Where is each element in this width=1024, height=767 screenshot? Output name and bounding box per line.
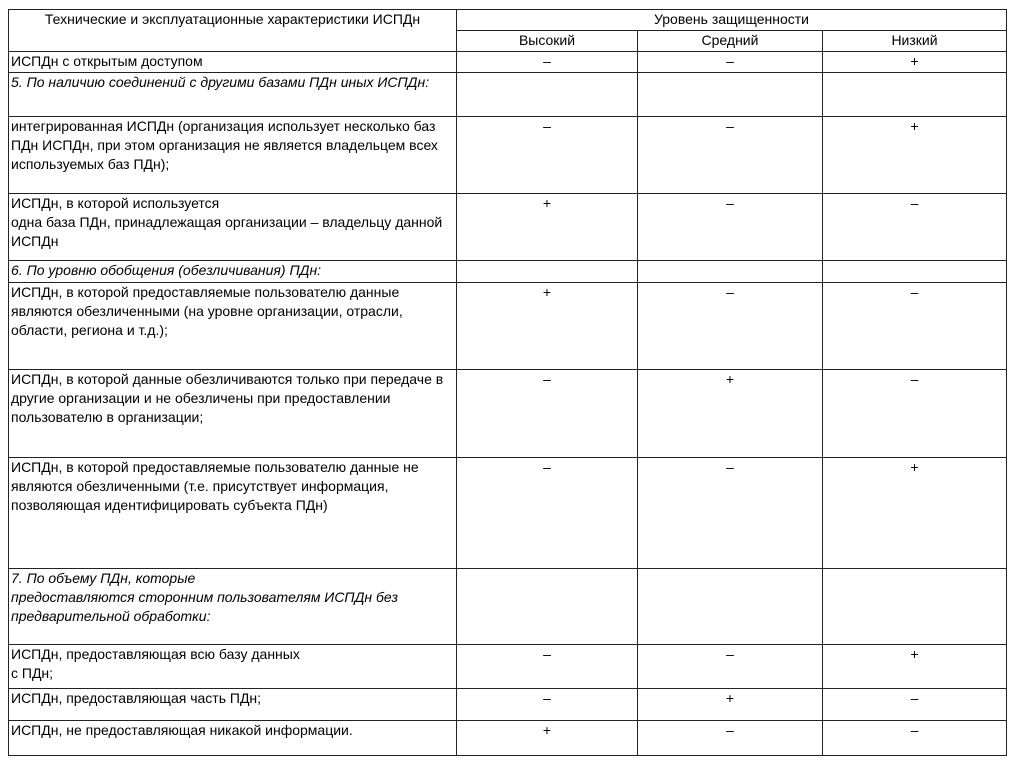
protection-level-table xyxy=(8,9,1007,756)
mark-high: + xyxy=(457,721,638,756)
level-high-header: Высокий xyxy=(457,31,638,52)
mark-high: – xyxy=(457,689,638,721)
mark-low: – xyxy=(823,283,1007,370)
mark-high: + xyxy=(457,194,638,261)
mark-high: – xyxy=(457,52,638,73)
mark-low: – xyxy=(823,721,1007,756)
section-row xyxy=(9,73,1007,117)
level-medium-header: Средний xyxy=(638,31,823,52)
row-text: ИСПДн, в которой предоставляемые пользователю данные являются обезличенными (на уровне организации, отрасли, области, региона и т.д.); xyxy=(9,283,457,370)
level-low-header: Низкий xyxy=(823,31,1007,52)
table-row xyxy=(9,117,1007,194)
mark-medium: + xyxy=(638,370,823,458)
protection-level-header: Уровень защищенности xyxy=(457,10,1007,31)
mark-medium: – xyxy=(638,721,823,756)
table-row xyxy=(9,52,1007,73)
mark-medium: + xyxy=(638,689,823,721)
mark-high: – xyxy=(457,370,638,458)
mark-medium: – xyxy=(638,194,823,261)
table-row xyxy=(9,283,1007,370)
table-row xyxy=(9,689,1007,721)
section-row xyxy=(9,261,1007,283)
mark-high: – xyxy=(457,645,638,689)
characteristics-header: Технические и эксплуатационные характеристики ИСПДн xyxy=(9,10,457,52)
section-title: 7. По объему ПДн, которые предоставляются сторонним пользователям ИСПДн без предварительной обработки: xyxy=(9,569,457,645)
table-row xyxy=(9,458,1007,569)
row-text: ИСПДн с открытым доступом xyxy=(9,52,457,73)
mark-high: + xyxy=(457,283,638,370)
mark-low: – xyxy=(823,689,1007,721)
mark-low: + xyxy=(823,645,1007,689)
row-text: ИСПДн, предоставляющая часть ПДн; xyxy=(9,689,457,721)
row-text: ИСПДн, в которой предоставляемые пользователю данные не являются обезличенными (т.е. присутствует информация, позволяющая идентифицировать субъекта ПДн) xyxy=(9,458,457,569)
mark-medium: – xyxy=(638,645,823,689)
table-row xyxy=(9,645,1007,689)
table-row xyxy=(9,194,1007,261)
table-row xyxy=(9,721,1007,756)
mark-medium: – xyxy=(638,117,823,194)
section-title: 6. По уровню обобщения (обезличивания) ПДн: xyxy=(9,261,457,283)
table-row xyxy=(9,370,1007,458)
section-row xyxy=(9,569,1007,645)
mark-low: – xyxy=(823,370,1007,458)
mark-low: + xyxy=(823,52,1007,73)
row-text: ИСПДн, в которой данные обезличиваются только при передаче в другие организации и не обезличены при предоставлении пользователю в организации; xyxy=(9,370,457,458)
row-text: ИСПДн, не предоставляющая никакой информации. xyxy=(9,721,457,756)
mark-medium: – xyxy=(638,458,823,569)
row-text: ИСПДн, предоставляющая всю базу данных с ПДн; xyxy=(9,645,457,689)
row-text: ИСПДн, в которой используется одна база ПДн, принадлежащая организации – владельцу данной ИСПДн xyxy=(9,194,457,261)
mark-low: – xyxy=(823,194,1007,261)
mark-high: – xyxy=(457,458,638,569)
mark-medium: – xyxy=(638,52,823,73)
mark-low: + xyxy=(823,117,1007,194)
mark-low: + xyxy=(823,458,1007,569)
mark-medium: – xyxy=(638,283,823,370)
mark-high: – xyxy=(457,117,638,194)
section-title: 5. По наличию соединений с другими базами ПДн иных ИСПДн: xyxy=(9,73,457,117)
row-text: интегрированная ИСПДн (организация использует несколько баз ПДн ИСПДн, при этом организация не является владельцем всех используемых баз ПДн); xyxy=(9,117,457,194)
